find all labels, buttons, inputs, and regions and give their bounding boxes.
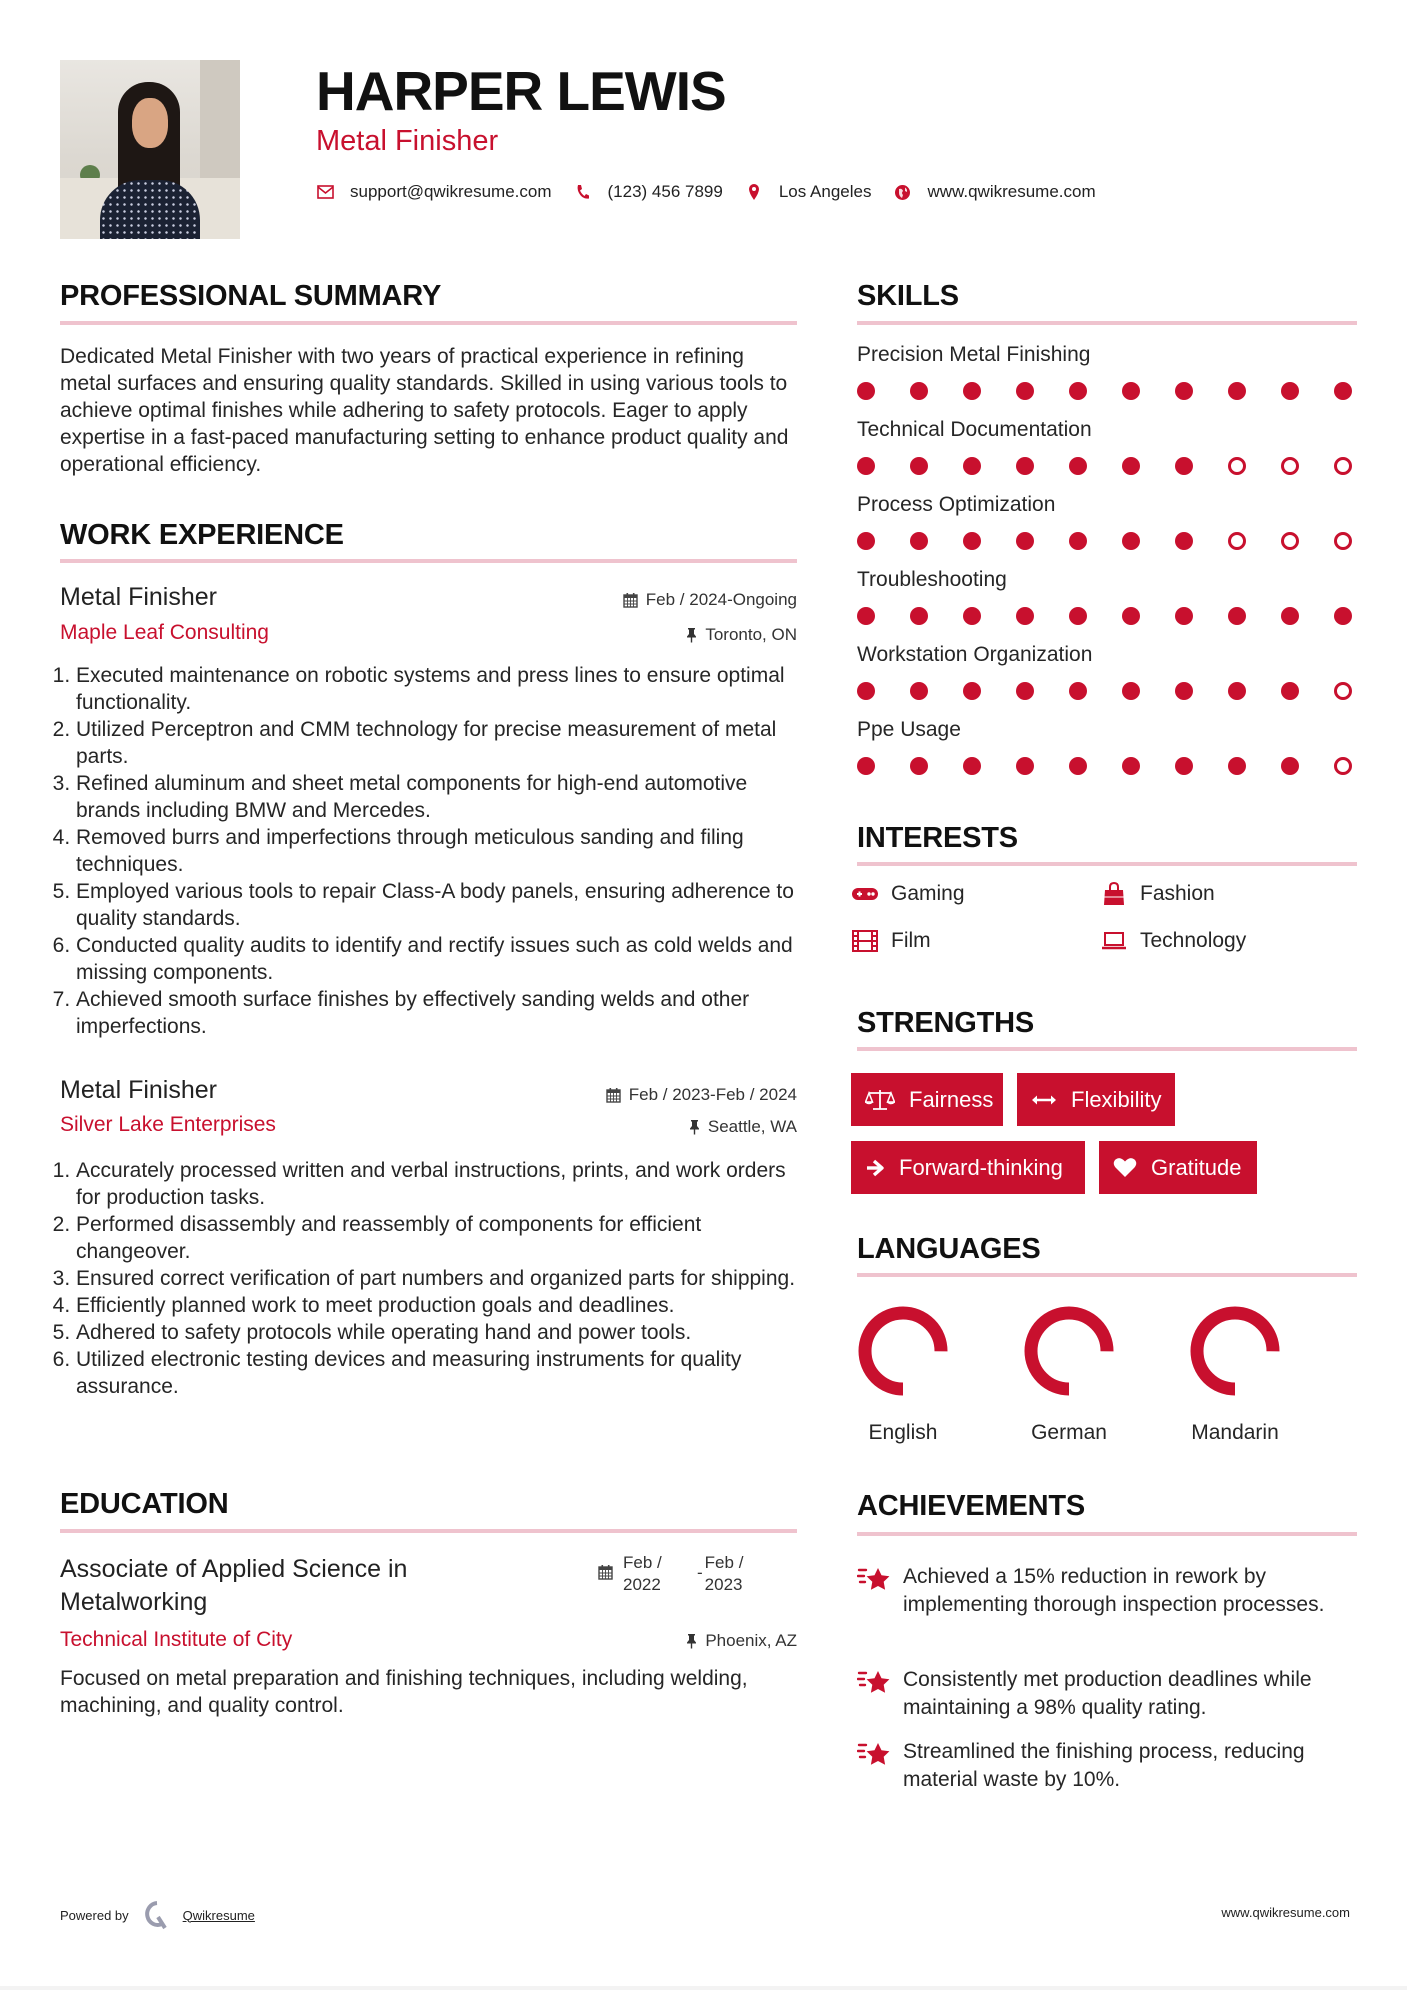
rating-dot-empty xyxy=(1281,532,1299,550)
language-label: German xyxy=(1031,1421,1107,1444)
qwikresume-link[interactable]: Qwikresume xyxy=(182,1907,255,1923)
rating-dot-filled xyxy=(1228,757,1246,775)
education-divider xyxy=(60,1529,797,1533)
rating-dot-filled xyxy=(1016,682,1034,700)
rating-dot-filled xyxy=(910,457,928,475)
rating-dot-filled xyxy=(963,382,981,400)
achievement-item xyxy=(857,1666,1357,1722)
candidate-title: Metal Finisher xyxy=(316,125,499,157)
contact-email[interactable] xyxy=(316,182,552,202)
degree-title: Associate of Applied Science in Metalworking xyxy=(60,1555,408,1616)
rating-dot-empty xyxy=(1334,457,1352,475)
skill-rating xyxy=(857,532,1352,552)
job-bullets xyxy=(58,1157,803,1400)
strength-gratitude xyxy=(1099,1141,1257,1194)
job-bullet: 2. Utilized Perceptron and CMM technology for precise measurement of metal parts. xyxy=(76,716,803,770)
rating-dot-filled xyxy=(857,757,875,775)
education-heading: EDUCATION xyxy=(60,1488,229,1520)
interest-label: Film xyxy=(891,929,931,952)
rating-dot-filled xyxy=(1016,607,1034,625)
education-end-date: Feb / 2023 xyxy=(704,1553,744,1594)
job-dates-text: Feb / 2024-Ongoing xyxy=(645,590,797,609)
rating-dot-filled xyxy=(857,682,875,700)
achievement-text: Achieved a 15% reduction in rework by implementing thorough inspection processes. xyxy=(903,1565,1325,1616)
interest-film xyxy=(851,929,931,953)
rating-dot-filled xyxy=(1175,757,1193,775)
interest-fashion xyxy=(1100,882,1215,906)
gamepad-icon xyxy=(851,882,879,906)
rating-dot-filled xyxy=(1228,607,1246,625)
job-bullet: 4. Removed burrs and imperfections through meticulous sanding and filing techniques. xyxy=(76,824,803,878)
language-label: English xyxy=(868,1421,938,1444)
rating-dot-filled xyxy=(1122,457,1140,475)
interests-heading: INTERESTS xyxy=(857,822,1018,854)
strength-label: Flexibility xyxy=(1071,1086,1162,1112)
rating-dot-filled xyxy=(857,607,875,625)
rating-dot-filled xyxy=(1069,457,1087,475)
language-label: Mandarin xyxy=(1191,1421,1279,1444)
strength-label: Gratitude xyxy=(1151,1154,1242,1180)
language-ring-icon xyxy=(1021,1303,1117,1399)
rating-dot-filled xyxy=(1175,532,1193,550)
rating-dot-filled xyxy=(857,532,875,550)
strength-label: Forward-thinking xyxy=(899,1154,1063,1180)
skills-divider xyxy=(857,321,1357,325)
job-bullets xyxy=(58,662,803,1040)
candidate-name: HARPER LEWIS xyxy=(316,60,726,122)
contact-bar xyxy=(316,178,1118,206)
strength-label: Fairness xyxy=(909,1086,994,1112)
rating-dot-filled xyxy=(910,682,928,700)
film-icon xyxy=(851,929,879,953)
education-start-date: Feb / 2022 xyxy=(623,1553,662,1594)
rating-dot-empty xyxy=(1334,757,1352,775)
skill-name: Troubleshooting xyxy=(857,568,1007,591)
strengths-divider xyxy=(857,1047,1357,1051)
rating-dot-empty xyxy=(1228,457,1246,475)
rating-dot-filled xyxy=(1281,382,1299,400)
arrows-horizontal-icon xyxy=(1031,1093,1057,1107)
education-location xyxy=(686,1630,797,1652)
profile-photo xyxy=(60,60,240,239)
job-dates xyxy=(623,589,797,611)
rating-dot-filled xyxy=(857,457,875,475)
powered-by-label: Powered by xyxy=(60,1907,129,1923)
job-dates-text: Feb / 2023-Feb / 2024 xyxy=(628,1085,797,1104)
phone-icon xyxy=(574,183,592,201)
job-bullet: 5. Adhered to safety protocols while operating hand and power tools. xyxy=(76,1319,803,1346)
skill-rating xyxy=(857,607,1352,627)
shooting-star-icon xyxy=(857,1563,893,1619)
rating-dot-filled xyxy=(1122,532,1140,550)
skill-rating xyxy=(857,382,1352,402)
rating-dot-filled xyxy=(1281,682,1299,700)
rating-dot-filled xyxy=(1334,607,1352,625)
education-dates xyxy=(598,1552,743,1596)
contact-location-text: Los Angeles xyxy=(778,182,872,201)
job-bullet: 5. Employed various tools to repair Class-A body panels, ensuring adherence to quality standards. xyxy=(76,878,803,932)
globe-icon xyxy=(893,183,911,201)
contact-location xyxy=(745,182,872,202)
language-item xyxy=(1009,1303,1129,1445)
rating-dot-filled xyxy=(1175,382,1193,400)
school-name: Technical Institute of City xyxy=(60,1628,293,1651)
interest-label: Fashion xyxy=(1140,882,1215,905)
rating-dot-empty xyxy=(1228,532,1246,550)
skill-name: Ppe Usage xyxy=(857,718,961,741)
contact-email-text: support@qwikresume.com xyxy=(350,182,552,201)
job-bullet: 3. Refined aluminum and sheet metal components for high-end automotive brands including BMW and Mercedes. xyxy=(76,770,803,824)
skill-name: Workstation Organization xyxy=(857,643,1093,666)
pushpin-icon xyxy=(689,1119,700,1135)
skill-name: Precision Metal Finishing xyxy=(857,343,1091,366)
job-title: Metal Finisher xyxy=(60,583,217,611)
rating-dot-filled xyxy=(1175,682,1193,700)
laptop-icon xyxy=(1100,929,1128,953)
calendar-icon xyxy=(623,592,638,608)
heart-icon xyxy=(1113,1157,1137,1178)
strength-flexibility xyxy=(1017,1073,1175,1126)
strength-forward-thinking xyxy=(851,1141,1085,1194)
footer-website[interactable]: www.qwikresume.com xyxy=(1221,1905,1350,1920)
qwikresume-logo-icon xyxy=(143,1900,171,1930)
shooting-star-icon xyxy=(857,1738,893,1794)
achievement-text: Streamlined the finishing process, reducing material waste by 10%. xyxy=(903,1740,1305,1791)
job-bullet: 1. Executed maintenance on robotic systems and press lines to ensure optimal functionality. xyxy=(76,662,803,716)
envelope-icon xyxy=(316,183,334,201)
job-bullet: 1. Accurately processed written and verbal instructions, prints, and work orders for production tasks. xyxy=(76,1157,803,1211)
rating-dot-filled xyxy=(1069,757,1087,775)
rating-dot-filled xyxy=(1334,382,1352,400)
rating-dot-filled xyxy=(1122,607,1140,625)
job-location xyxy=(689,1116,797,1138)
calendar-icon xyxy=(598,1552,613,1596)
job-company: Maple Leaf Consulting xyxy=(60,621,269,644)
contact-website-text: www.qwikresume.com xyxy=(927,182,1096,201)
rating-dot-filled xyxy=(1281,607,1299,625)
rating-dot-filled xyxy=(963,757,981,775)
pushpin-icon xyxy=(686,627,697,643)
arrow-right-icon xyxy=(865,1159,885,1177)
job-bullet: 2. Performed disassembly and reassembly of components for efficient changeover. xyxy=(76,1211,803,1265)
achievement-item xyxy=(857,1738,1357,1794)
shopping-bag-icon xyxy=(1100,882,1128,906)
page-bottom-edge xyxy=(0,1986,1407,1990)
languages-heading: LANGUAGES xyxy=(857,1233,1041,1265)
skill-rating xyxy=(857,457,1352,477)
rating-dot-filled xyxy=(1122,682,1140,700)
language-ring-icon xyxy=(1187,1303,1283,1399)
strengths-heading: STRENGTHS xyxy=(857,1007,1035,1039)
rating-dot-filled xyxy=(1122,382,1140,400)
rating-dot-filled xyxy=(857,382,875,400)
pushpin-icon xyxy=(686,1633,697,1649)
rating-dot-filled xyxy=(963,532,981,550)
rating-dot-filled xyxy=(1228,682,1246,700)
skills-heading: SKILLS xyxy=(857,280,959,312)
skill-rating xyxy=(857,682,1352,702)
summary-divider xyxy=(60,321,797,325)
skill-rating xyxy=(857,757,1352,777)
job-location-text: Seattle, WA xyxy=(707,1117,797,1136)
education-description: Focused on metal preparation and finishing techniques, including welding, machining, and quality control. xyxy=(60,1667,748,1717)
job-bullet: 6. Conducted quality audits to identify and rectify issues such as cold welds and missing components. xyxy=(76,932,803,986)
rating-dot-filled xyxy=(1122,757,1140,775)
experience-heading: WORK EXPERIENCE xyxy=(60,519,344,551)
footer-branding xyxy=(60,1900,255,1930)
rating-dot-filled xyxy=(1069,682,1087,700)
achievement-text: Consistently met production deadlines while maintaining a 98% quality rating. xyxy=(903,1668,1312,1719)
rating-dot-filled xyxy=(1016,382,1034,400)
contact-website[interactable] xyxy=(893,182,1095,202)
rating-dot-empty xyxy=(1334,532,1352,550)
summary-text: Dedicated Metal Finisher with two years of practical experience in refining metal surfaces and ensuring quality standards. Skilled in using various tools to achieve optimal finishes while adhering to safety protocols. Eager to apply expertise in a fast-paced manufacturing setting to enhance product quality and operational efficiency. xyxy=(60,345,789,476)
rating-dot-filled xyxy=(1228,382,1246,400)
job-bullet: 6. Utilized electronic testing devices and measuring instruments for quality assurance. xyxy=(76,1346,803,1400)
rating-dot-filled xyxy=(1281,757,1299,775)
achievements-divider xyxy=(857,1532,1357,1536)
shooting-star-icon xyxy=(857,1666,893,1722)
date-separator: - xyxy=(697,1563,703,1582)
job-dates xyxy=(606,1084,797,1106)
rating-dot-filled xyxy=(1069,607,1087,625)
rating-dot-filled xyxy=(963,457,981,475)
map-pin-icon xyxy=(745,183,763,201)
rating-dot-filled xyxy=(1016,457,1034,475)
rating-dot-filled xyxy=(1016,532,1034,550)
language-item xyxy=(843,1303,963,1445)
experience-divider xyxy=(60,559,797,563)
interest-label: Gaming xyxy=(891,882,965,905)
strength-fairness xyxy=(851,1073,1003,1126)
interest-label: Technology xyxy=(1140,929,1247,952)
skill-name: Technical Documentation xyxy=(857,418,1092,441)
rating-dot-filled xyxy=(910,607,928,625)
rating-dot-filled xyxy=(1069,382,1087,400)
job-bullet: 3. Ensured correct verification of part numbers and organized parts for shipping. xyxy=(76,1265,803,1292)
language-item xyxy=(1175,1303,1295,1445)
interest-gaming xyxy=(851,882,965,906)
job-bullet: 7. Achieved smooth surface finishes by effectively sanding welds and other imperfections. xyxy=(76,986,803,1040)
rating-dot-filled xyxy=(1175,607,1193,625)
job-bullet: 4. Efficiently planned work to meet production goals and deadlines. xyxy=(76,1292,803,1319)
language-ring-icon xyxy=(855,1303,951,1399)
contact-phone-text: (123) 456 7899 xyxy=(607,182,723,201)
balance-scale-icon xyxy=(865,1088,895,1112)
skill-name: Process Optimization xyxy=(857,493,1056,516)
achievement-item xyxy=(857,1563,1357,1619)
job-location-text: Toronto, ON xyxy=(705,625,797,644)
rating-dot-empty xyxy=(1334,682,1352,700)
education-location-text: Phoenix, AZ xyxy=(705,1631,797,1650)
summary-heading: PROFESSIONAL SUMMARY xyxy=(60,280,442,312)
rating-dot-filled xyxy=(910,382,928,400)
rating-dot-filled xyxy=(910,532,928,550)
calendar-icon xyxy=(606,1087,621,1103)
job-company: Silver Lake Enterprises xyxy=(60,1113,276,1136)
interest-technology xyxy=(1100,929,1246,953)
rating-dot-empty xyxy=(1281,457,1299,475)
interests-divider xyxy=(857,862,1357,866)
rating-dot-filled xyxy=(1069,532,1087,550)
contact-phone[interactable] xyxy=(574,182,723,202)
achievements-heading: ACHIEVEMENTS xyxy=(857,1490,1086,1522)
rating-dot-filled xyxy=(1016,757,1034,775)
job-location xyxy=(686,624,797,646)
languages-divider xyxy=(857,1273,1357,1277)
job-title: Metal Finisher xyxy=(60,1076,217,1104)
rating-dot-filled xyxy=(963,607,981,625)
rating-dot-filled xyxy=(963,682,981,700)
rating-dot-filled xyxy=(1175,457,1193,475)
rating-dot-filled xyxy=(910,757,928,775)
